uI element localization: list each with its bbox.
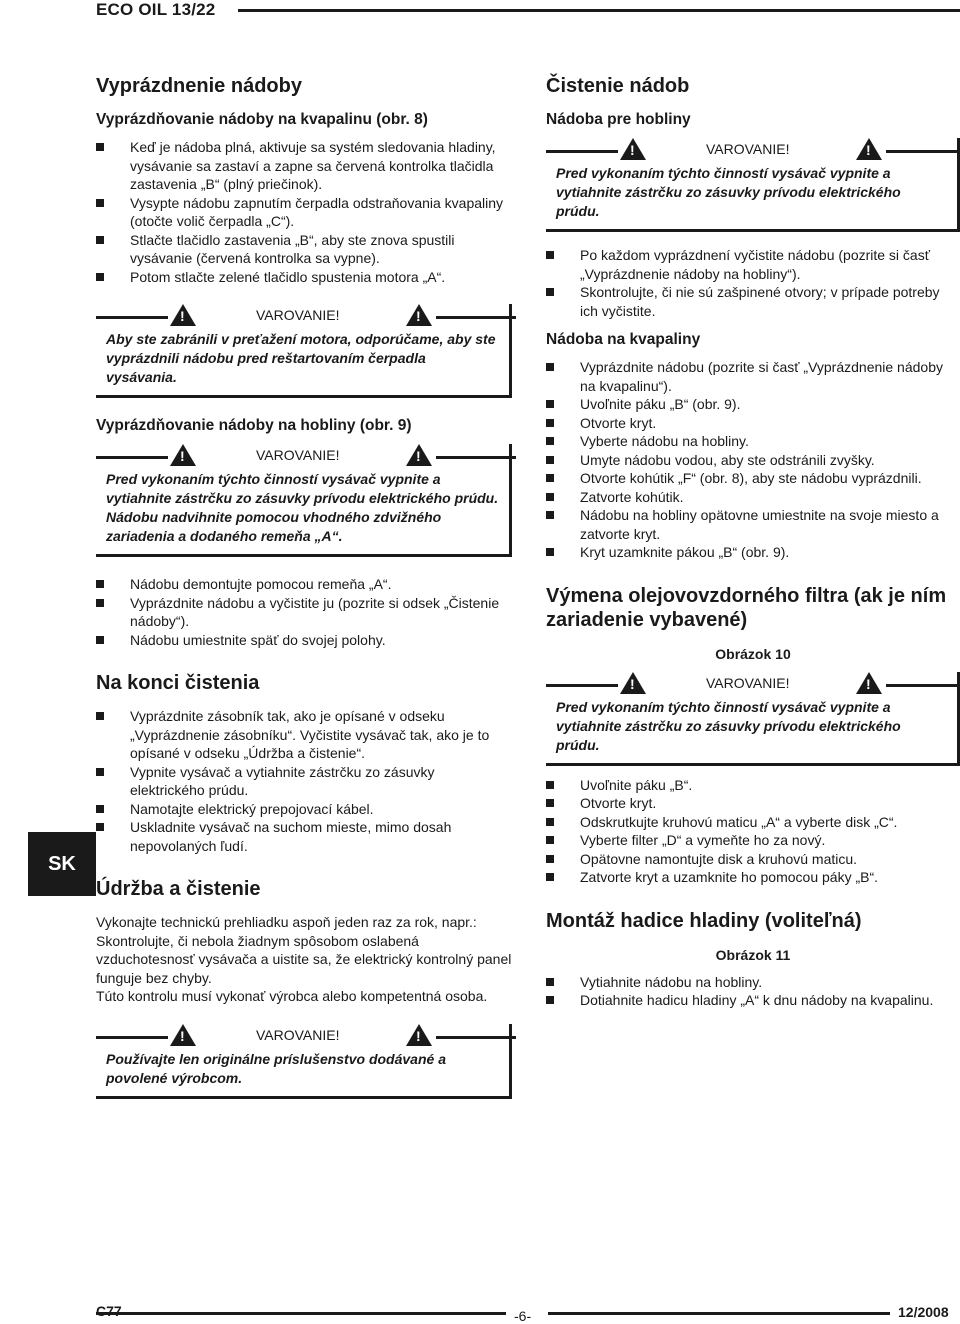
list-item: Vytiahnite nádobu na hobliny.	[546, 973, 960, 992]
section-title-tank-cleaning: Čistenie nádob	[546, 75, 690, 97]
page-number: -6-	[514, 1308, 532, 1324]
list-item: Vyprázdnite zásobník tak, ako je opísané v odseku „Vyprázdnenie zásobníku“. Vyčistite vysávač tak, ako je to opísané v odseku „Údržba a čistenie“.	[96, 707, 512, 763]
list-item: Vypnite vysávač a vytiahnite zástrčku zo zásuvky elektrického prúdu.	[96, 763, 512, 800]
list-item: Keď je nádoba plná, aktivuje sa systém sledovania hladiny, vysávanie sa zastaví a zapne sa červená kontrolka tlačidla zastavenia „B“ (plný priečinok).	[96, 138, 512, 194]
section-title-maintenance: Údržba a čistenie	[96, 878, 261, 900]
warning-text: Používajte len originálne príslušenstvo dodávané a povolené výrobcom.	[106, 1050, 446, 1086]
list-item: Nádobu umiestnite späť do svojej polohy.	[96, 631, 512, 650]
warning-box	[96, 444, 512, 557]
subsection-chips-container: Nádoba pre hobliny	[546, 111, 691, 128]
warning-triangle-icon	[406, 304, 432, 326]
paragraph: Vykonajte technickú prehliadku aspoň jeden raz za rok, napr.: Skontrolujte, či nebola žiadnym spôsobom oslabená vzduchotesnosť vysávača a uistite sa, že elektrický kontrolný panel funguje bez chyby.	[96, 914, 512, 986]
list-item: Nádobu demontujte pomocou remeňa „A“.	[96, 575, 512, 594]
list-item: Otvorte kryt.	[546, 414, 960, 433]
list-item: Uskladnite vysávač na suchom mieste, mimo dosah nepovolaných ľudí.	[96, 818, 512, 855]
bullet-list	[96, 575, 512, 649]
warning-label: VAROVANIE!	[256, 1026, 340, 1043]
bullet-list	[546, 246, 960, 320]
list-item: Dotiahnite hadicu hladiny „A“ k dnu nádoby na kvapalinu.	[546, 991, 960, 1010]
footer-model: C77	[96, 1303, 122, 1319]
language-tab: SK	[28, 832, 96, 896]
warning-box	[96, 304, 512, 398]
figure-reference: Obrázok 10	[715, 645, 791, 662]
warning-label: VAROVANIE!	[256, 307, 340, 323]
list-item: Namotajte elektrický prepojovací kábel.	[96, 800, 512, 819]
paragraph: Túto kontrolu musí vykonať výrobca alebo kompetentná osoba.	[96, 988, 488, 1004]
header-rule	[238, 9, 960, 12]
warning-text: Nádobu nadvihnite pomocou vhodného zdvižného zariadenia a dodaného remeňa „A“.	[106, 509, 442, 544]
footer-rule	[548, 1312, 890, 1315]
warning-text: Pred vykonaním týchto činností vysávač vypnite a vytiahnite zástrčku zo zásuvky prívodu elektrického prúdu.	[106, 471, 499, 506]
bullet-list	[546, 358, 960, 562]
list-item: Vyprázdnite nádobu (pozrite si časť „Vyprázdnenie nádoby na kvapalinu“).	[546, 358, 960, 395]
section-title-hose-mounting: Montáž hadice hladiny (voliteľná)	[546, 909, 862, 932]
list-item: Opätovne namontujte disk a kruhovú maticu.	[546, 850, 960, 869]
document-header-title: ECO OIL 13/22	[96, 0, 216, 19]
list-item: Uvoľnite páku „B“ (obr. 9).	[546, 395, 960, 414]
warning-triangle-icon	[856, 672, 882, 694]
list-item: Vyberte filter „D“ a vymeňte ho za nový.	[546, 831, 960, 850]
subsection-liquid-container: Nádoba na kvapaliny	[546, 331, 701, 348]
list-item: Zatvorte kryt a uzamknite ho pomocou páky „B“.	[546, 868, 960, 887]
subsection-chips-tank: Vyprázdňovanie nádoby na hobliny (obr. 9)	[96, 417, 412, 434]
warning-triangle-icon	[170, 444, 196, 466]
list-item: Vyprázdnite nádobu a vyčistite ju (pozrite si odsek „Čistenie nádoby“).	[96, 594, 512, 631]
section-title-emptying: Vyprázdnenie nádoby	[96, 75, 302, 97]
warning-box	[546, 138, 960, 232]
warning-box	[96, 1024, 512, 1099]
warning-label: VAROVANIE!	[706, 141, 790, 157]
list-item: Zatvorte kohútik.	[546, 488, 960, 507]
list-item: Odskrutkujte kruhovú maticu „A“ a vyberte disk „C“.	[546, 813, 960, 832]
warning-label: VAROVANIE!	[256, 447, 340, 463]
bullet-list	[546, 776, 960, 887]
list-item: Umyte nádobu vodou, aby ste odstránili zvyšky.	[546, 451, 960, 470]
warning-triangle-icon	[170, 304, 196, 326]
section-title-end-cleaning: Na konci čistenia	[96, 672, 260, 694]
list-item: Nádobu na hobliny opätovne umiestnite na svoje miesto a zatvorte kryt.	[546, 506, 960, 543]
list-item: Otvorte kryt.	[546, 794, 960, 813]
bullet-list	[96, 138, 512, 286]
list-item: Otvorte kohútik „F“ (obr. 8), aby ste nádobu vyprázdnili.	[546, 469, 960, 488]
warning-text: Aby ste zabránili v preťažení motora, odporúčame, aby ste vyprázdnili nádobu pred reštartovaním čerpadla vysávania.	[106, 331, 496, 385]
warning-triangle-icon	[406, 444, 432, 466]
list-item: Uvoľnite páku „B“.	[546, 776, 960, 795]
list-item: Vysypte nádobu zapnutím čerpadla odstraňovania kvapaliny (otočte volič čerpadla „C“).	[96, 194, 512, 231]
section-title-filter-replacement: Výmena olejovovzdorného filtra (ak je ním zariadenie vybavené)	[546, 584, 947, 631]
warning-triangle-icon	[170, 1024, 196, 1046]
warning-triangle-icon	[620, 138, 646, 160]
warning-triangle-icon	[406, 1024, 432, 1046]
left-column	[96, 74, 512, 1099]
warning-box	[546, 672, 960, 766]
warning-label: VAROVANIE!	[706, 674, 790, 691]
subsection-liquid-tank: Vyprázdňovanie nádoby na kvapalinu (obr. 8)	[96, 111, 428, 128]
figure-reference: Obrázok 11	[715, 946, 791, 963]
list-item: Stlačte tlačidlo zastavenia „B“, aby ste znova spustili vysávanie (červená kontrolka sa vypne).	[96, 231, 512, 268]
list-item: Vyberte nádobu na hobliny.	[546, 432, 960, 451]
list-item: Po každom vyprázdnení vyčistite nádobu (pozrite si časť „Vyprázdnenie nádoby na hobliny“).	[546, 246, 960, 283]
list-item: Kryt uzamknite pákou „B“ (obr. 9).	[546, 543, 960, 562]
list-item: Potom stlačte zelené tlačidlo spustenia motora „A“.	[96, 268, 512, 287]
warning-triangle-icon	[620, 672, 646, 694]
right-column	[546, 74, 960, 1010]
list-item: Skontrolujte, či nie sú zašpinené otvory; v prípade potreby ich vyčistite.	[546, 283, 960, 320]
footer-date: 12/2008	[898, 1304, 949, 1320]
footer-rule	[96, 1312, 506, 1315]
warning-text: Pred vykonaním týchto činností vysávač vypnite a vytiahnite zástrčku zo zásuvky prívodu elektrického prúdu.	[556, 698, 901, 753]
warning-triangle-icon	[856, 138, 882, 160]
bullet-list	[546, 973, 960, 1010]
warning-text: Pred vykonaním týchto činností vysávač vypnite a vytiahnite zástrčku zo zásuvky prívodu elektrického prúdu.	[556, 165, 901, 219]
bullet-list	[96, 707, 512, 855]
